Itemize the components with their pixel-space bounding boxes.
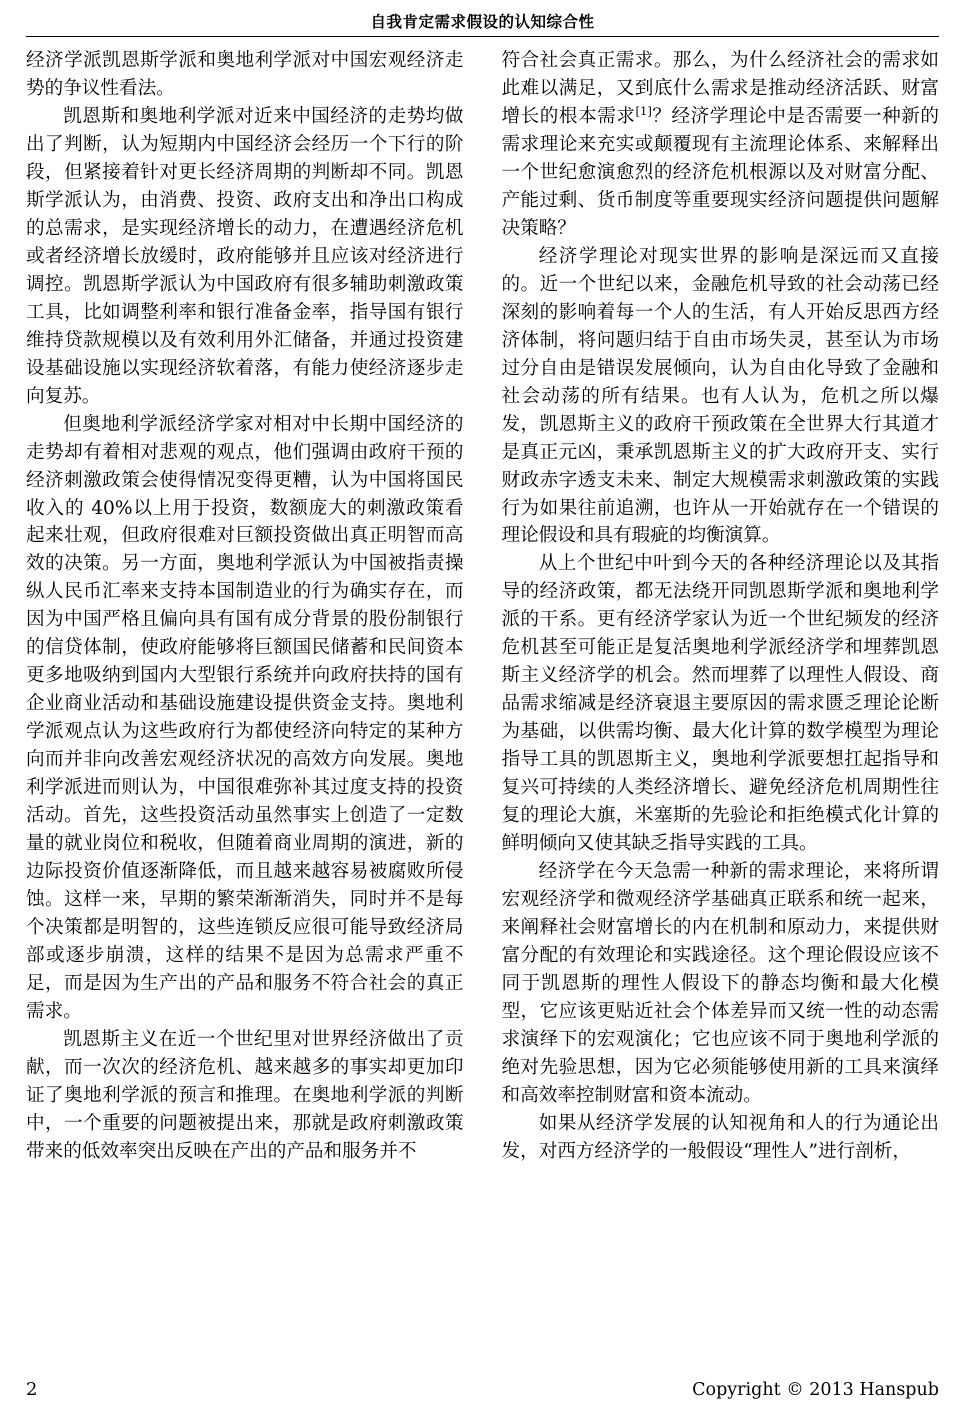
citation-marker[interactable]: [1] — [635, 103, 652, 118]
header-rule — [26, 36, 939, 37]
page-number: 2 — [26, 1379, 38, 1400]
paragraph: 经济学理论对现实世界的影响是深远而又直接的。近一个世纪以来，金融危机导致的社会动荡已经深刻的影响着每一个人的生活，有人开始反思西方经济体制，将问题归结于自由市场失灵，甚至认为市场过分自由是错误发展倾向，认为自由化导致了金融和社会动荡的所有结果。也有人认为，危机之所以爆发，凯恩斯主义的政府干预政策在全世界大行其道才是真正元凶，秉承凯恩斯主义的扩大政府开支、实行财政赤字透支未来、制定大规模需求刺激政策的实践行为如果往前追溯，也许从一开始就存在一个错误的理论假设和具有瑕疵的均衡演算。 — [501, 245, 939, 547]
paragraph: 从上个世纪中叶到今天的各种经济理论以及其指导的经济政策，都无法绕开同凯恩斯学派和奥地利学派的干系。更有经济学家认为近一个世纪频发的经济危机甚至可能正是复活奥地利学派经济学和埋葬凯恩斯主义经济学的机会。然而埋葬了以理性人假设、商品需求缩减是经济衰退主要原因的需求匮乏理论论断为基础，以供需均衡、最大化计算的数学模型为理论指导工具的凯恩斯主义，奥地利学派要想扛起指导和复兴可持续的人类经济增长、避免经济危机周期性往复的理论大旗，米塞斯的先验论和拒绝模式化计算的鲜明倾向又使其缺乏指导实践的工具。 — [501, 553, 939, 855]
paragraph: 如果从经济学发展的认知视角和人的行为通论出发，对西方经济学的一般假设“理性人”进行剖析， — [501, 1112, 939, 1162]
right-column — [502, 47, 940, 1332]
paragraph: 但奥地利学派经济学家对相对中长期中国经济的走势却有着相对悲观的观点，他们强调由政府干预的经济刺激政策会使得情况变得更糟，认为中国将国民收入的 40%以上用于投资，数额庞大的刺激政策看起来壮观，但政府很难对巨额投资做出真正明智而高效的决策。另一方面，奥地利学派认为中国被指责操纵人民币汇率来支持本国制造业的行为确实存在，而因为中国严格且偏向具有国有成分背景的股份制银行的信贷体制，使政府能够将巨额国民储蓄和民间资本更多地吸纳到国内大型银行系统并向政府扶持的国有企业商业活动和基础设施建设提供资金支持。奥地利学派观点认为这些政府行为都使经济向特定的某种方向而并非向改善宏观经济状况的高效方向发展。奥地利学派进而则认为，中国很难弥补其过度支持的投资活动。首先，这些投资活动虽然事实上创造了一定数量的就业岗位和税收，但随着商业周期的演进，新的边际投资价值逐渐降低，而且越来越容易被腐败所侵蚀。这样一来，早期的繁荣渐渐消失，同时并不是每个决策都是明智的，这些连锁反应很可能导致经济局部或逐步崩溃，这样的结果不是因为总需求严重不足，而是因为生产出的产品和服务不符合社会的真正需求。 — [26, 413, 464, 1022]
paragraph: 经济学在今天急需一种新的需求理论，来将所谓宏观经济学和微观经济学基础真正联系和统一起来，来阐释社会财富增长的内在机制和原动力，来提供财富分配的有效理论和实践途径。这个理论假设应该不同于凯恩斯的理性人假设下的静态均衡和最大化模型，它应该更贴近社会个体差异而又统一性的动态需求演绎下的宏观演化；它也应该不同于奥地利学派的绝对先验思想，因为它必须能够使用新的工具来演绎和高效率控制财富和资本流动。 — [501, 861, 939, 1106]
copyright-notice: Copyright © 2013 Hanspub — [692, 1380, 939, 1400]
paragraph: 凯恩斯和奥地利学派对近来中国经济的走势均做出了判断，认为短期内中国经济会经历一个下行的阶段，但紧接着针对更长经济周期的判断却不同。凯恩斯学派认为，由消费、投资、政府支出和净出口构成的总需求，是实现经济增长的动力，在遭遇经济危机或者经济增长放缓时，政府能够并且应该对经济进行调控。凯恩斯学派认为中国政府有很多辅助刺激政策工具，比如调整利率和银行准备金率，指导国有银行维持贷款规模以及有效利用外汇储备，并通过投资建设基础设施以实现经济软着落，有能力使经济逐步走向复苏。 — [26, 105, 464, 407]
two-column-body — [26, 47, 939, 1332]
paragraph: 经济学派凯恩斯学派和奥地利学派对中国宏观经济走势的争议性看法。 — [26, 50, 464, 99]
paragraph-text-continued: ？经济学理论中是否需要一种新的需求理论来充实或颠覆现有主流理论体系、来解释出一个世纪愈演愈烈的经济危机根源以及对财富分配、产能过剩、货币制度等重要现实经济问题提供问题解决策略？ — [501, 105, 939, 239]
paragraph: 凯恩斯主义在近一个世纪里对世界经济做出了贡献，而一次次的经济危机、越来越多的事实却更加印证了奥地利学派的预言和推理。在奥地利学派的判断中，一个重要的问题被提出来，那就是政府刺激政策带来的低效率突出反映在产出的产品和服务并不 — [26, 1028, 464, 1162]
paragraph — [502, 47, 940, 243]
page-footer — [26, 1379, 939, 1400]
running-head: 自我肯定需求假设的认知综合性 — [370, 12, 595, 31]
left-column — [26, 47, 464, 1332]
paragraph-text: 符合社会真正需求。那么，为什么经济社会的需求如此难以满足，又到底什么需求是推动经济活跃、财富增长的根本需求 — [501, 50, 939, 127]
